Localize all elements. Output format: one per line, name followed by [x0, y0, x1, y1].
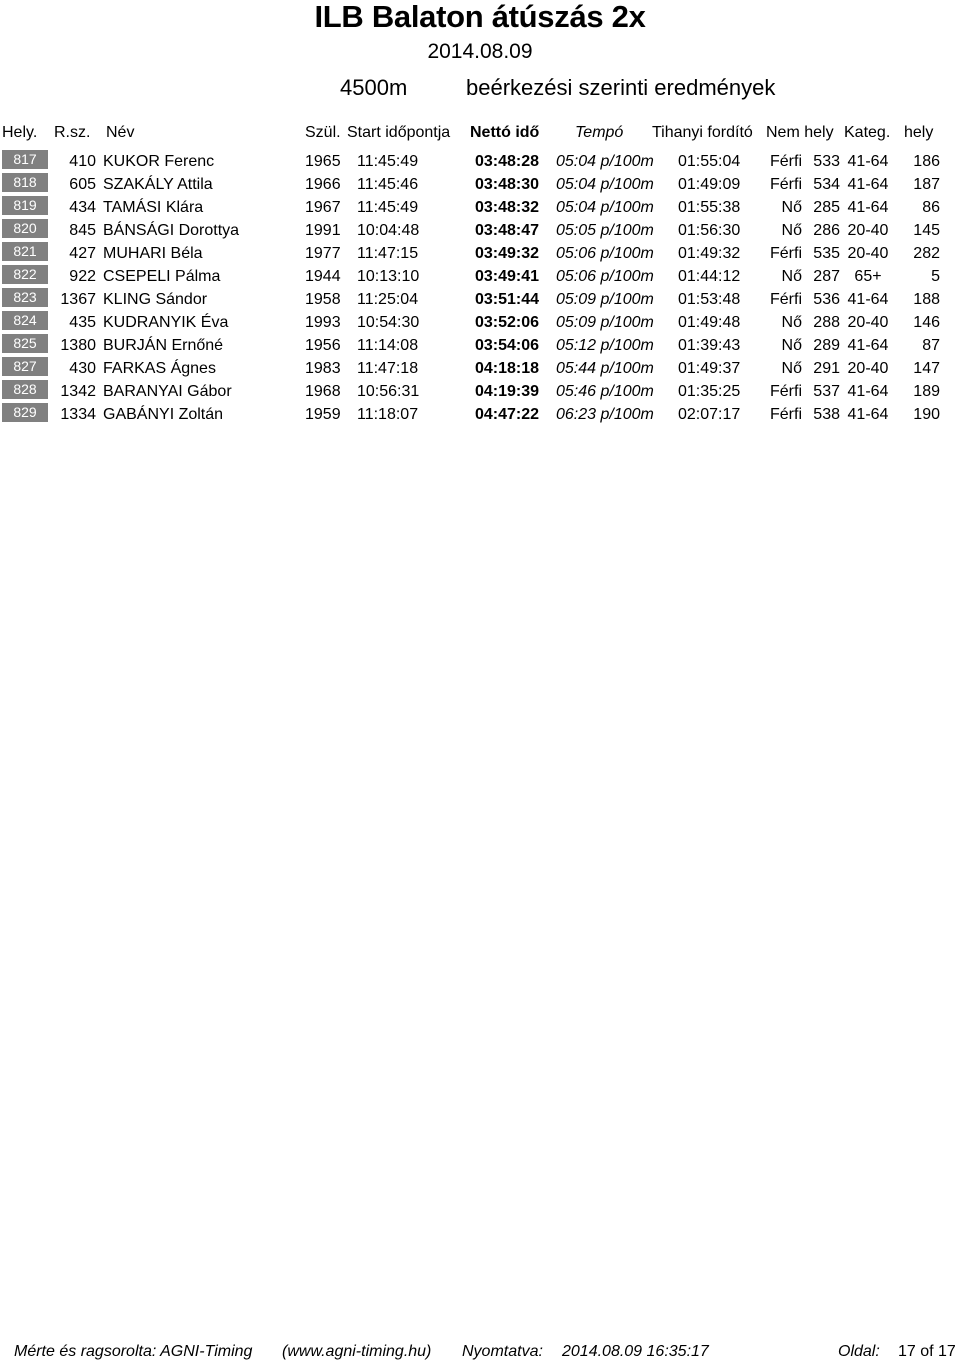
- bib-number: 427: [69, 245, 96, 262]
- col-kateg-hely: hely: [904, 124, 934, 141]
- category-place: 190: [913, 406, 940, 423]
- swimmer-name: FARKAS Ágnes: [103, 360, 216, 377]
- table-row: [0, 150, 960, 173]
- category: 41-64: [847, 383, 889, 400]
- start-time: 10:13:10: [357, 268, 420, 285]
- birth-year: 1968: [305, 383, 341, 400]
- place-badge: 829: [2, 403, 48, 422]
- place-badge: 819: [2, 196, 48, 215]
- swimmer-name: CSEPELI Pálma: [103, 268, 221, 285]
- place-badge: 818: [2, 173, 48, 192]
- bib-number: 845: [69, 222, 96, 239]
- category-place: 188: [913, 291, 940, 308]
- col-nev: Név: [106, 124, 135, 141]
- col-hely: Hely.: [2, 124, 38, 141]
- pace: 05:06 p/100m: [556, 268, 654, 285]
- category-place: 189: [913, 383, 940, 400]
- footer-printed-time: 2014.08.09 16:35:17: [562, 1343, 709, 1360]
- net-time: 04:47:22: [475, 406, 540, 423]
- net-time: 03:48:47: [475, 222, 540, 239]
- net-time: 03:49:32: [475, 245, 540, 262]
- bib-number: 1380: [60, 337, 96, 354]
- table-row: [0, 196, 960, 219]
- table-row: [0, 173, 960, 196]
- table-row: [0, 380, 960, 403]
- place-badge: 823: [2, 288, 48, 307]
- gender: Nő: [781, 314, 802, 331]
- birth-year: 1977: [305, 245, 341, 262]
- tihany-split: 01:55:38: [678, 199, 741, 216]
- pace: 05:09 p/100m: [556, 291, 654, 308]
- birth-year: 1958: [305, 291, 341, 308]
- pace: 05:04 p/100m: [556, 176, 654, 193]
- col-netto: Nettó idő: [470, 124, 540, 141]
- place-badge: 820: [2, 219, 48, 238]
- category: 20-40: [847, 360, 889, 377]
- gender-place: 536: [813, 291, 840, 308]
- results-subtitle: beérkezési szerinti eredmények: [466, 75, 776, 100]
- col-szul: Szül.: [305, 124, 341, 141]
- tihany-split: 01:44:12: [678, 268, 741, 285]
- swimmer-name: KLING Sándor: [103, 291, 208, 308]
- net-time: 03:54:06: [475, 337, 540, 354]
- swimmer-name: SZAKÁLY Attila: [103, 176, 213, 193]
- place-badge: 822: [2, 265, 48, 284]
- swimmer-name: KUDRANYIK Éva: [103, 314, 229, 331]
- page-title: ILB Balaton átúszás 2x: [314, 0, 646, 34]
- col-kateg: Kateg.: [844, 124, 891, 141]
- birth-year: 1944: [305, 268, 341, 285]
- birth-year: 1967: [305, 199, 341, 216]
- category-place: 282: [913, 245, 940, 262]
- tihany-split: 01:49:37: [678, 360, 741, 377]
- gender-place: 538: [813, 406, 840, 423]
- net-time: 03:48:28: [475, 153, 540, 170]
- place-badge: 821: [2, 242, 48, 261]
- net-time: 03:48:32: [475, 199, 540, 216]
- pace: 05:05 p/100m: [556, 222, 654, 239]
- category: 20-40: [847, 222, 889, 239]
- net-time: 03:49:41: [475, 268, 540, 285]
- gender-place: 535: [813, 245, 840, 262]
- start-time: 10:54:30: [357, 314, 420, 331]
- net-time: 04:19:39: [475, 383, 540, 400]
- gender: Nő: [781, 360, 802, 377]
- bib-number: 1367: [60, 291, 96, 308]
- swimmer-name: KUKOR Ferenc: [103, 153, 215, 170]
- place-badge: 817: [2, 150, 48, 169]
- swimmer-name: MUHARI Béla: [103, 245, 203, 262]
- table-row: [0, 219, 960, 242]
- col-tempo: Tempó: [575, 124, 624, 141]
- table-row: [0, 403, 960, 426]
- place-badge: 825: [2, 334, 48, 353]
- gender-place: 533: [813, 153, 840, 170]
- gender: Férfi: [770, 291, 802, 308]
- pace: 05:44 p/100m: [556, 360, 654, 377]
- table-row: [0, 357, 960, 380]
- bib-number: 605: [69, 176, 96, 193]
- gender-place: 289: [813, 337, 840, 354]
- footer-website-link[interactable]: (www.agni-timing.hu): [282, 1343, 432, 1360]
- gender-place: 537: [813, 383, 840, 400]
- bib-number: 430: [69, 360, 96, 377]
- table-row: [0, 334, 960, 357]
- birth-year: 1983: [305, 360, 341, 377]
- gender: Nő: [781, 199, 802, 216]
- bib-number: 410: [69, 153, 96, 170]
- net-time: 03:48:30: [475, 176, 540, 193]
- category-place: 146: [913, 314, 940, 331]
- col-nem-hely: Nem hely: [766, 124, 834, 141]
- col-start: Start időpontja: [347, 124, 451, 141]
- place-badge: 828: [2, 380, 48, 399]
- category: 41-64: [847, 337, 889, 354]
- gender: Férfi: [770, 383, 802, 400]
- birth-year: 1991: [305, 222, 341, 239]
- start-time: 11:47:15: [357, 245, 419, 262]
- gender-place: 288: [813, 314, 840, 331]
- birth-year: 1966: [305, 176, 341, 193]
- gender: Férfi: [770, 176, 802, 193]
- start-time: 11:18:07: [357, 406, 419, 423]
- footer-measured-by: Mérte és ragsorolta: AGNI-Timing: [14, 1343, 253, 1360]
- category-place: 87: [922, 337, 940, 354]
- gender: Férfi: [770, 245, 802, 262]
- tihany-split: 01:39:43: [678, 337, 741, 354]
- swimmer-name: TAMÁSI Klára: [103, 199, 204, 216]
- swimmer-name: BARANYAI Gábor: [103, 383, 232, 400]
- bib-number: 1334: [60, 406, 96, 423]
- category-place: 147: [913, 360, 940, 377]
- category-place: 5: [931, 268, 940, 285]
- category-place: 186: [913, 153, 940, 170]
- gender-place: 534: [813, 176, 840, 193]
- table-row: [0, 311, 960, 334]
- bib-number: 434: [69, 199, 96, 216]
- gender: Nő: [781, 337, 802, 354]
- gender-place: 286: [813, 222, 840, 239]
- gender-place: 291: [813, 360, 840, 377]
- gender-place: 285: [813, 199, 840, 216]
- table-row: [0, 242, 960, 265]
- gender-place: 287: [813, 268, 840, 285]
- gender: Nő: [781, 222, 802, 239]
- table-row: [0, 265, 960, 288]
- start-time: 11:45:46: [357, 176, 419, 193]
- start-time: 10:56:31: [357, 383, 420, 400]
- col-tihany: Tihanyi fordító: [652, 124, 753, 141]
- net-time: 04:18:18: [475, 360, 540, 377]
- bib-number: 922: [69, 268, 96, 285]
- gender: Nő: [781, 268, 802, 285]
- category: 65+: [854, 268, 882, 285]
- category-place: 145: [913, 222, 940, 239]
- tihany-split: 01:35:25: [678, 383, 741, 400]
- start-time: 11:25:04: [357, 291, 419, 308]
- event-date: 2014.08.09: [427, 40, 533, 63]
- tihany-split: 01:49:32: [678, 245, 741, 262]
- tihany-split: 01:53:48: [678, 291, 741, 308]
- category: 41-64: [847, 153, 889, 170]
- tihany-split: 01:49:48: [678, 314, 741, 331]
- start-time: 10:04:48: [357, 222, 420, 239]
- footer-page-label: Oldal:: [838, 1343, 880, 1360]
- swimmer-name: BÁNSÁGI Dorottya: [103, 222, 240, 239]
- table-row: [0, 288, 960, 311]
- net-time: 03:52:06: [475, 314, 540, 331]
- tihany-split: 01:55:04: [678, 153, 741, 170]
- pace: 05:06 p/100m: [556, 245, 654, 262]
- pace: 05:04 p/100m: [556, 199, 654, 216]
- category: 20-40: [847, 245, 889, 262]
- pace: 05:12 p/100m: [556, 337, 654, 354]
- place-badge: 824: [2, 311, 48, 330]
- tihany-split: 01:49:09: [678, 176, 741, 193]
- start-time: 11:47:18: [357, 360, 419, 377]
- col-rsz: R.sz.: [54, 124, 91, 141]
- distance: 4500m: [340, 75, 408, 100]
- pace: 06:23 p/100m: [556, 406, 654, 423]
- category: 41-64: [847, 291, 889, 308]
- start-time: 11:14:08: [357, 337, 419, 354]
- birth-year: 1993: [305, 314, 341, 331]
- footer-page-number: 17 of 17: [898, 1343, 956, 1360]
- birth-year: 1956: [305, 337, 341, 354]
- swimmer-name: BURJÁN Ernőné: [103, 337, 224, 354]
- birth-year: 1959: [305, 406, 341, 423]
- start-time: 11:45:49: [357, 153, 419, 170]
- pace: 05:09 p/100m: [556, 314, 654, 331]
- footer-printed-label: Nyomtatva:: [462, 1343, 543, 1360]
- category: 20-40: [847, 314, 889, 331]
- bib-number: 435: [69, 314, 96, 331]
- swimmer-name: GABÁNYI Zoltán: [103, 406, 224, 423]
- category-place: 187: [913, 176, 940, 193]
- gender: Férfi: [770, 406, 802, 423]
- gender: Férfi: [770, 153, 802, 170]
- birth-year: 1965: [305, 153, 341, 170]
- category-place: 86: [922, 199, 940, 216]
- pace: 05:46 p/100m: [556, 383, 654, 400]
- category: 41-64: [847, 406, 889, 423]
- tihany-split: 02:07:17: [678, 406, 741, 423]
- tihany-split: 01:56:30: [678, 222, 741, 239]
- net-time: 03:51:44: [475, 291, 540, 308]
- bib-number: 1342: [60, 383, 96, 400]
- category: 41-64: [847, 199, 889, 216]
- category: 41-64: [847, 176, 889, 193]
- place-badge: 827: [2, 357, 48, 376]
- start-time: 11:45:49: [357, 199, 419, 216]
- pace: 05:04 p/100m: [556, 153, 654, 170]
